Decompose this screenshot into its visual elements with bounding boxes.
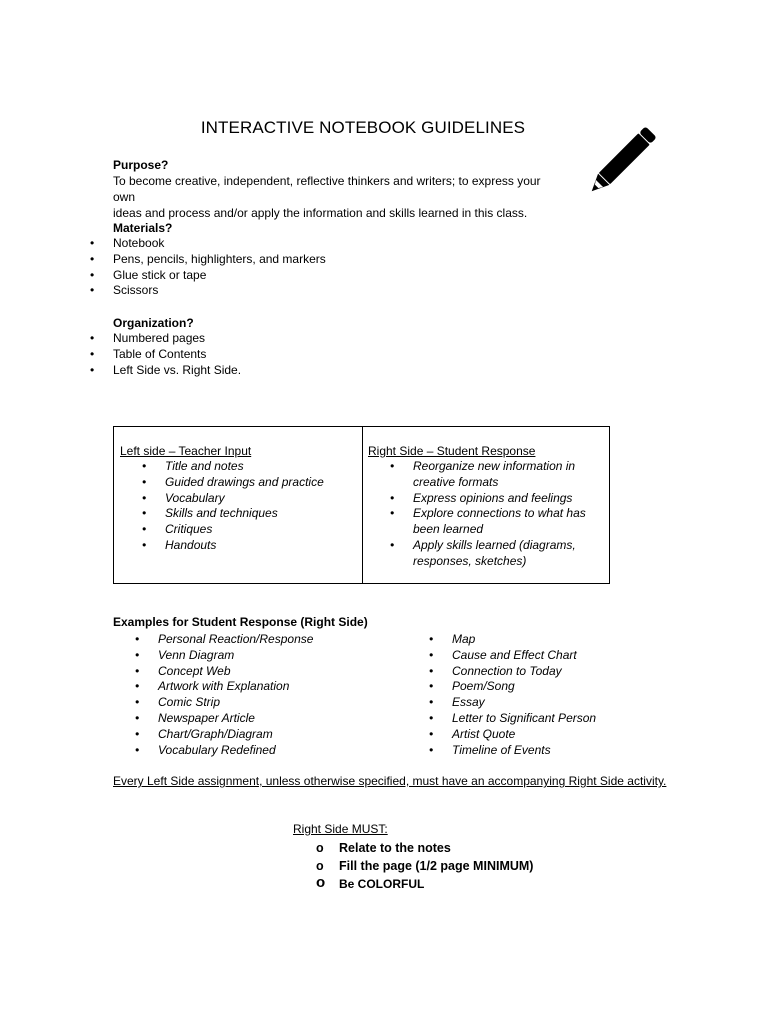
list-item: • Poem/Song: [452, 679, 596, 695]
purpose-text-line: ideas and process and/or apply the information and skills learned in this class.: [113, 206, 528, 220]
must-item: [316, 839, 533, 857]
list-item-line: been learned: [413, 522, 484, 537]
must-item-text: Fill the page (1/2 page MINIMUM): [339, 859, 534, 873]
list-item: • Essay: [452, 695, 596, 711]
materials-heading: Materials?: [113, 221, 173, 235]
list-item: • Vocabulary: [165, 491, 324, 507]
list-item: • Scissors: [113, 283, 326, 299]
purpose-section: [113, 157, 563, 221]
examples-column-2: [452, 632, 596, 758]
list-item-line: • Apply skills learned (diagrams,: [413, 537, 576, 552]
list-item: • Handouts: [165, 538, 324, 554]
materials-list: [113, 236, 326, 299]
list-item: • Comic Strip: [158, 695, 313, 711]
list-item: • Map: [452, 632, 596, 648]
table-divider: [362, 427, 363, 583]
list-item: • Letter to Significant Person: [452, 711, 596, 727]
left-side-column: [120, 443, 324, 554]
list-item: [413, 538, 586, 570]
list-item-line: creative formats: [413, 474, 499, 489]
list-item-line: • Reorganize new information in: [413, 459, 576, 473]
purpose-text: [113, 173, 563, 221]
list-item: • Chart/Graph/Diagram: [158, 727, 313, 743]
left-side-list: [120, 459, 324, 554]
list-item: • Vocabulary Redefined: [158, 743, 313, 759]
right-side-must-list: [316, 839, 534, 893]
list-item: • Pens, pencils, highlighters, and markers: [113, 252, 326, 268]
list-item: • Guided drawings and practice: [165, 475, 324, 491]
must-item: [316, 857, 534, 875]
right-side-must-heading: Right Side MUST:: [293, 822, 388, 836]
list-item: • Newspaper Article: [158, 711, 313, 727]
list-item: • Personal Reaction/Response: [158, 632, 313, 648]
pencil-icon: [578, 120, 662, 206]
list-item: • Glue stick or tape: [113, 268, 326, 284]
list-item: • Timeline of Events: [452, 743, 596, 759]
sides-table: [113, 426, 610, 584]
list-item: • Left Side vs. Right Side.: [113, 363, 241, 379]
list-item: [413, 459, 586, 491]
examples-heading: Examples for Student Response (Right Side): [113, 615, 368, 629]
must-item: [316, 874, 533, 893]
list-item: • Artist Quote: [452, 727, 596, 743]
list-item: • Skills and techniques: [165, 506, 324, 522]
o-bullet: o: [316, 841, 324, 855]
list-item-line: • Explore connections to what has: [413, 506, 586, 521]
o-bullet: o: [316, 859, 324, 873]
left-right-rule: Every Left Side assignment, unless otherwise specified, must have an accompanying Right Side activity.: [113, 774, 667, 788]
list-item: • Notebook: [113, 236, 326, 252]
must-item-text: Relate to the notes: [339, 841, 451, 855]
list-item: • Connection to Today: [452, 664, 596, 680]
list-item: [413, 506, 586, 538]
examples-list-2: [452, 632, 596, 758]
list-item: • Express opinions and feelings: [413, 491, 586, 507]
list-item: • Title and notes: [165, 459, 324, 475]
examples-list-1: [158, 632, 313, 758]
right-side-heading: Right Side – Student Response: [368, 444, 536, 458]
right-side-column: [368, 443, 586, 570]
purpose-heading: Purpose?: [113, 158, 169, 172]
o-bullet: o: [316, 874, 326, 891]
left-side-heading: Left side – Teacher Input: [120, 444, 252, 458]
list-item-line: responses, sketches): [413, 553, 527, 568]
right-side-list: [368, 459, 586, 570]
page-title: INTERACTIVE NOTEBOOK GUIDELINES: [200, 118, 526, 137]
list-item: • Artwork with Explanation: [158, 679, 313, 695]
list-item: • Critiques: [165, 522, 324, 538]
purpose-text-line: To become creative, independent, reflective thinkers and writers; to express your own: [113, 174, 541, 204]
organization-section: [113, 315, 241, 378]
list-item: • Concept Web: [158, 664, 313, 680]
list-item: • Venn Diagram: [158, 648, 313, 664]
list-item: • Cause and Effect Chart: [452, 648, 596, 664]
examples-column-1: [158, 632, 313, 758]
list-item: • Table of Contents: [113, 347, 241, 363]
must-item-text: Be COLORFUL: [339, 877, 425, 891]
organization-list: [113, 331, 241, 378]
list-item: • Numbered pages: [113, 331, 241, 347]
organization-heading: Organization?: [113, 316, 194, 330]
materials-section: [113, 220, 326, 299]
